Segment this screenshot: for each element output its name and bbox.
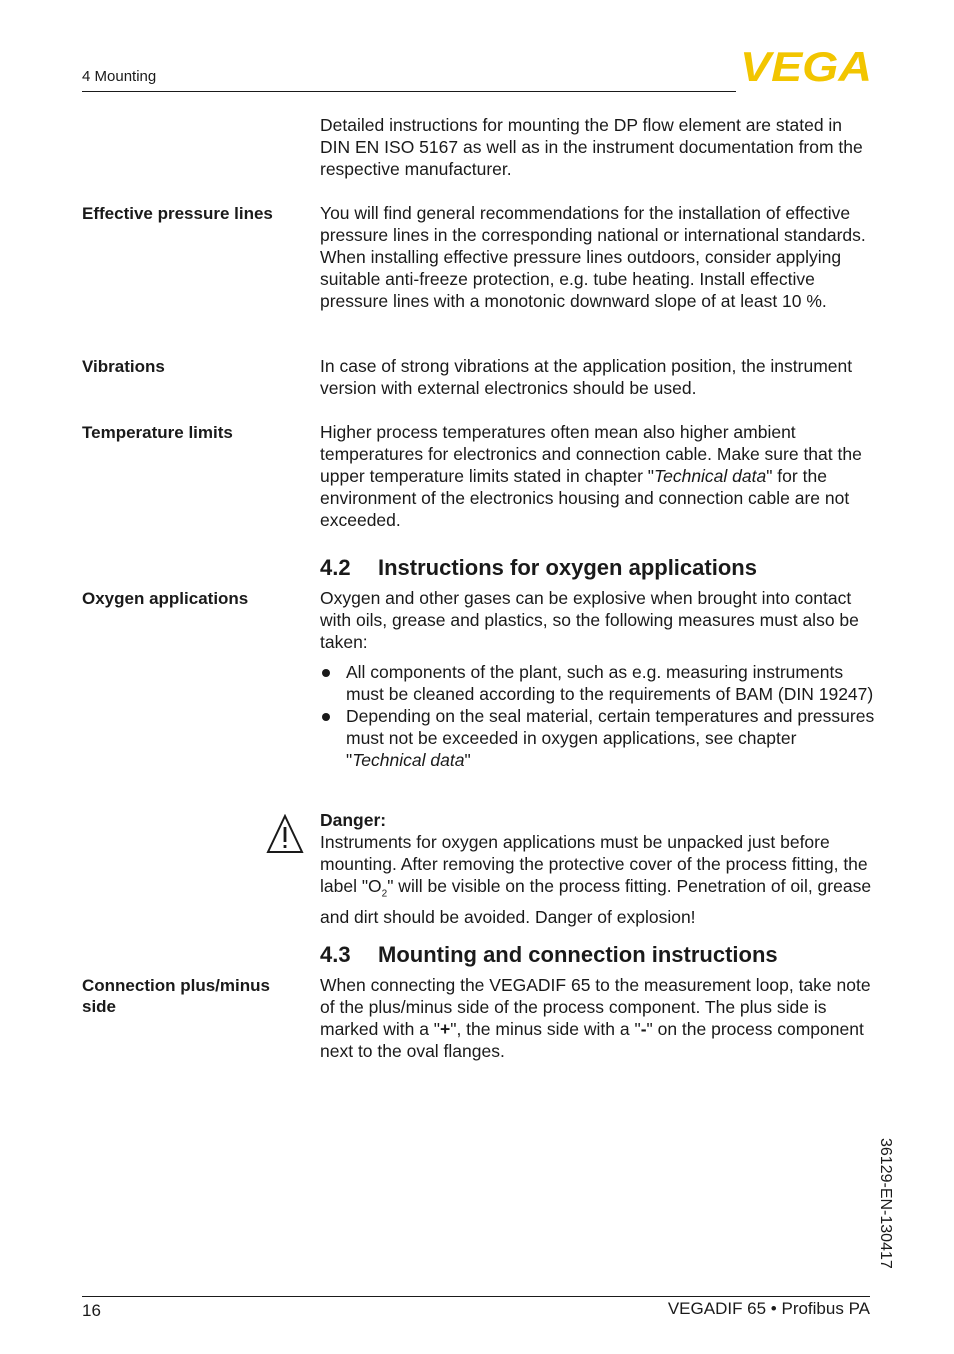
effective-pressure-paragraph: You will find general recommendations for the installation of effective pressure lines in the corresponding national or international standards. When installing effective pressure lines outdoors, consider applying suitable anti-freeze protection, e.g. tube heating. Install effective pressure lines with a monotonic downward slope of at least 10 %. — [320, 203, 866, 311]
page-number: 16 — [82, 1301, 101, 1320]
section-title: Instructions for oxygen applications — [378, 555, 757, 580]
header-section-title: 4 Mounting — [82, 68, 157, 85]
side-heading-connection: Connection plus/minus side — [82, 976, 270, 1016]
connection-paragraph: When connecting the VEGADIF 65 to the measurement loop, take note of the plus/minus side of the process component. The plus side is marked with a "+", the minus side with a "-" on the process component next to the oval flanges. — [320, 975, 871, 1061]
bullet-icon — [322, 669, 330, 677]
section-title: Mounting and connection instructions — [378, 942, 778, 967]
footer-product-name: VEGADIF 65 • Profibus PA — [667, 1299, 870, 1318]
technical-data-ref: Technical data — [352, 750, 465, 770]
section-heading-4-2 — [320, 555, 757, 581]
list-item: All components of the plant, such as e.g. measuring instruments must be cleaned according to the requirements of BAM (DIN 19247) — [320, 661, 876, 705]
oxygen-paragraph: Oxygen and other gases can be explosive when brought into contact with oils, grease and plastics, so the following measures must also be taken: All components of the plant, such as e.g. measuring instruments must be cleaned according to the requirements of BAM (DIN 19247) Depending on the seal material, certain temperatures and pressures must not be exceeded in oxygen applications, see chapter "Technical data" — [320, 588, 875, 770]
side-heading-temperature: Temperature limits — [82, 423, 233, 442]
bullet-icon — [322, 713, 330, 721]
document-number: 36129-EN-130417 — [877, 1138, 894, 1269]
side-heading-vibrations: Vibrations — [82, 357, 165, 376]
side-heading-oxygen: Oxygen applications — [82, 589, 249, 608]
danger-label: Danger: — [320, 810, 387, 830]
oxygen-measures-list — [320, 661, 876, 771]
header-divider — [82, 91, 736, 92]
side-heading-effective-pressure: Effective pressure lines — [82, 204, 273, 223]
list-item: Depending on the seal material, certain temperatures and pressures must not be exceeded in oxygen applications, see chapter "Technical data" — [320, 705, 876, 771]
vega-logo-text: VEGA — [740, 50, 872, 84]
warning-triangle-icon — [266, 814, 304, 854]
vibrations-paragraph: In case of strong vibrations at the application position, the instrument version with external electronics should be used. — [320, 356, 853, 398]
technical-data-ref: Technical data — [654, 466, 767, 486]
footer-divider — [82, 1296, 870, 1297]
vega-logo — [740, 50, 874, 84]
section-number: 4.3 — [320, 942, 351, 967]
section-heading-4-3 — [320, 942, 778, 968]
temperature-paragraph: Higher process temperatures often mean also higher ambient temperatures for electronics and connection cable. Make sure that the upper temperature limits stated in chapter "Technical data" for the environment of the electronics housing and connection cable are not exceeded. — [320, 422, 862, 530]
danger-notice: Danger: Instruments for oxygen applications must be unpacked just before mounting. After removing the protective cover of the process fitting, the label "$O_2$" will be visible on the process fitting. Penetration of oil, grease and dirt should be avoided. Danger of explosion! — [320, 809, 876, 928]
intro-paragraph: Detailed instructions for mounting the DP flow element are stated in DIN EN ISO 5167 as well as in the instrument documentation from the respective manufacturer. — [320, 115, 863, 179]
section-number: 4.2 — [320, 555, 351, 580]
